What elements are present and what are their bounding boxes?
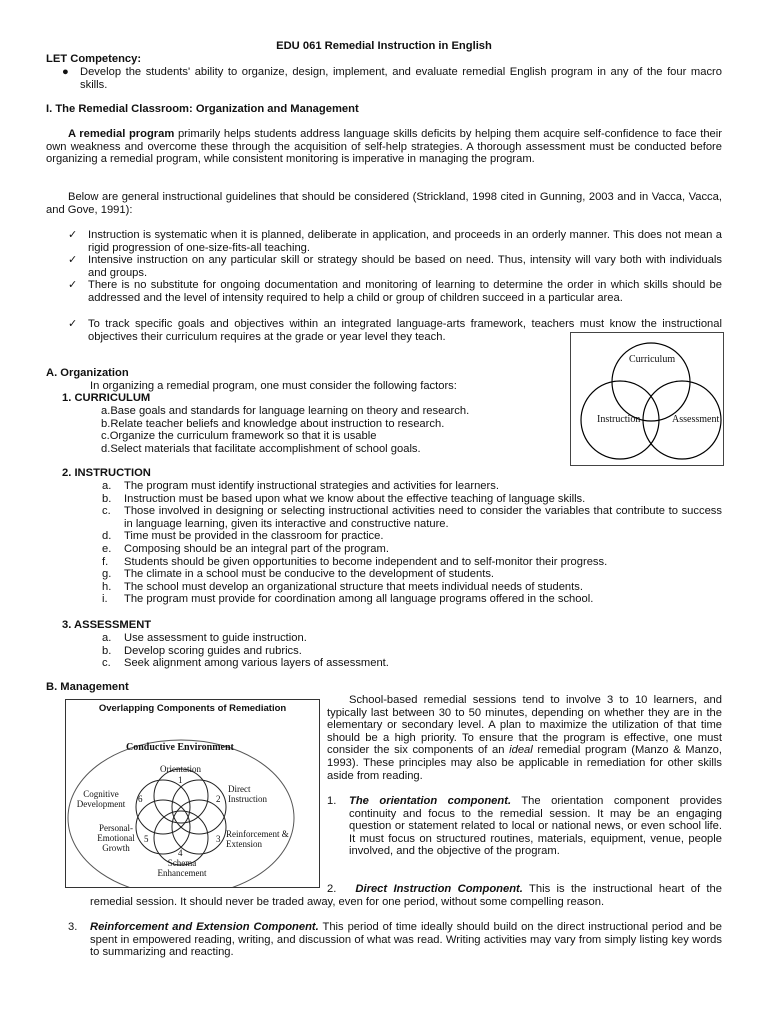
component-3-text: This period of time ideally should build on the direct instructional period and be spent in empowered reading, writing, and discussion of what was read. Writing activities may vary from simply listing key words to summarizing and reacting. <box>90 921 723 959</box>
guideline-1-text: Instruction is systematic when it is planned, deliberate in application, and proceeds in an orderly manner. This does not mean a rigid progression of one-size-fits-all teaching. <box>88 229 722 254</box>
figure-number-2: 2 <box>216 794 221 804</box>
component-1-text: The orientation component provides continuity and focus to the remedial session. It may be an engaging question or statement related to local or national news, or even school life. It must focus on structured routines, materials, equipment, venue, people involved, and the objective of the program. <box>349 795 722 858</box>
figure-number-6: 6 <box>138 794 143 804</box>
check-icon: ✓ <box>68 229 78 241</box>
guideline-2 <box>68 254 722 279</box>
list-item: g. The climate in a school must be conducive to the development of students. <box>102 568 495 581</box>
list-item: i. The program must provide for coordination among all language programs offered in the school. <box>102 593 594 606</box>
list-item: a. Use assessment to guide instruction. <box>102 632 307 644</box>
figure-direct-label: Direct Instruction <box>228 784 267 804</box>
venn-label-instruction: Instruction <box>597 414 641 425</box>
circle-direct-instruction <box>172 780 226 834</box>
figure-personal-label: Personal-Emotional Growth <box>97 823 135 853</box>
figure-schema-label: Schema Enhancement <box>157 858 207 878</box>
let-bullet-text: Develop the students' ability to organize, design, implement, and evaluate remedial English program in any of the four macro skills. <box>80 66 722 91</box>
venn-diagram <box>570 332 724 466</box>
circle-personal <box>136 800 190 854</box>
figure-orientation-label: Orientation <box>160 764 201 774</box>
section-1-paragraph-1 <box>46 128 722 166</box>
instruction-heading: 2. INSTRUCTION <box>62 467 151 479</box>
list-item: h. The school must develop an organizational structure that meets individual needs of students. <box>102 580 583 593</box>
figure-title: Overlapping Components of Remediation <box>98 703 287 714</box>
figure-number-1: 1 <box>178 775 183 785</box>
bullet-icon: ● <box>62 66 69 78</box>
instruction-list <box>102 480 722 606</box>
let-bullet <box>62 66 722 91</box>
list-item: a. Base goals and standards for language learning on theory and research. <box>101 405 470 417</box>
venn-label-curriculum: Curriculum <box>629 354 676 365</box>
document-title: EDU 061 Remedial Instruction in English <box>276 40 492 52</box>
check-icon: ✓ <box>68 279 78 291</box>
guideline-1 <box>68 229 722 254</box>
venn-svg <box>571 333 723 465</box>
management-heading: B. Management <box>46 681 129 693</box>
list-item: c. Seek alignment among various layers of assessment. <box>102 657 389 670</box>
component-2-title: Direct Instruction Component. <box>355 883 523 895</box>
guideline-4-text: To track specific goals and objectives within an integrated language-arts framework, teachers must know the instructional objectives their curriculum requires at the grade or year level they teach. <box>88 318 722 343</box>
check-icon: ✓ <box>68 254 78 266</box>
figure-reinforcement-label: Reinforcement & Extension <box>226 829 289 849</box>
component-1: 1. The orientation component. The orientation component provides continuity and focus to the remedial session. It may be an engaging question or statement related to local or national news, or even school life. It must focus on structured routines, materials, equipment, venue, people involved, and the objective of the program. <box>327 795 722 858</box>
figure-number-4: 4 <box>178 848 183 858</box>
figure-cognitive-label: Cognitive Development <box>76 789 126 809</box>
list-item: b. Relate teacher beliefs and knowledge about instruction to research. <box>101 417 445 430</box>
check-icon: ✓ <box>68 318 78 330</box>
component-1-title: The orientation component. <box>349 795 512 807</box>
list-item: b. Instruction must be based upon what we know about the effective teaching of language skills. <box>102 492 586 505</box>
list-item: d. Time must be provided in the classroom for practice. <box>102 530 384 543</box>
curriculum-heading: 1. CURRICULUM <box>62 392 151 404</box>
list-item: a. The program must identify instructional strategies and activities for learners. <box>102 480 499 492</box>
list-item: b. Develop scoring guides and rubrics. <box>102 644 302 657</box>
figure-number-3: 3 <box>216 834 221 844</box>
management-intro: School-based remedial sessions tend to involve 3 to 10 learners, and typically last between 30 to 50 minutes, depending on whether they are in the elementary or secondary level. A plan to maximize the utilization of that time should be a high priority. To ensure that the program is effective, one must consider the six components of an ideal remedial program (Manzo & Manzo, 1993). These principles may also be applicable in remediation for other skills aside from reading. <box>327 694 722 782</box>
component-3: 3. Reinforcement and Extension Component. This period of time ideally should build on the direct instructional period and be spent in empowered reading, writing, and discussion of what was read. Writing activities may vary from simply listing key words to summarizing and reacting. <box>68 921 723 959</box>
section-1-heading: I. The Remedial Classroom: Organization and Management <box>46 103 359 115</box>
figure-env-label: Conductive Environment <box>126 742 234 753</box>
list-item: d. Select materials that facilitate accomplishment of school goals. <box>101 442 421 455</box>
assessment-list <box>102 632 722 670</box>
figure-number-5: 5 <box>144 834 149 844</box>
venn-label-assessment: Assessment <box>672 414 720 425</box>
let-competency-heading: LET Competency: <box>46 53 142 65</box>
assessment-heading: 3. ASSESSMENT <box>62 619 152 631</box>
circle-reinforcement <box>172 800 226 854</box>
component-2: 2. Direct Instruction Component. This is the instructional heart of the remedial session. It should never be traded away, even for one period, without some compelling reason. <box>90 883 722 908</box>
guideline-3-text: There is no substitute for ongoing documentation and monitoring of learning to determine the order in which skills should be addressed and the level of intensity required to help a child or group of children succeed in a particular area. <box>88 279 722 304</box>
list-item: c. Organize the curriculum framework so that it is usable <box>101 430 377 443</box>
list-item: f. Students should be given opportunities to become independent and to self-monitor their progress. <box>102 555 608 568</box>
p1-lead: A remedial program <box>68 128 175 140</box>
guideline-3 <box>68 279 722 304</box>
circle-cognitive <box>136 780 190 834</box>
p1-rest: primarily helps students address language skills deficits by helping them acquire self-confidence to face their own weakness and overcome these through the acquisition of self-help strategies. A thorough assessment must be conducted before organizing a remedial program, while consistent monitoring is imperative in managing the program. <box>46 128 722 166</box>
component-3-title: Reinforcement and Extension Component. <box>90 921 319 933</box>
remediation-figure <box>65 699 320 888</box>
organization-intro: In organizing a remedial program, one must consider the following factors: <box>90 380 457 392</box>
organization-heading: A. Organization <box>46 367 129 379</box>
component-2-text: This is the instructional heart of the remedial session. It should never be traded away, even for one period, without some compelling reason. <box>90 883 722 908</box>
list-item: e. Composing should be an integral part of the program. <box>102 542 389 555</box>
curriculum-list <box>101 405 561 455</box>
section-1-paragraph-2: Below are general instructional guidelines that should be considered (Strickland, 1998 cited in Gunning, 2003 and in Vacca, Vacca, and Gove, 1991): <box>46 191 722 216</box>
guideline-2-text: Intensive instruction on any particular skill or strategy should be based on need. Thus, intensity will vary both with individuals and groups. <box>88 254 722 279</box>
list-item: c. Those involved in designing or selecting instructional activities need to consider the variables that contribute to success in language learning, given its interactive and constructive nature. <box>102 505 722 530</box>
